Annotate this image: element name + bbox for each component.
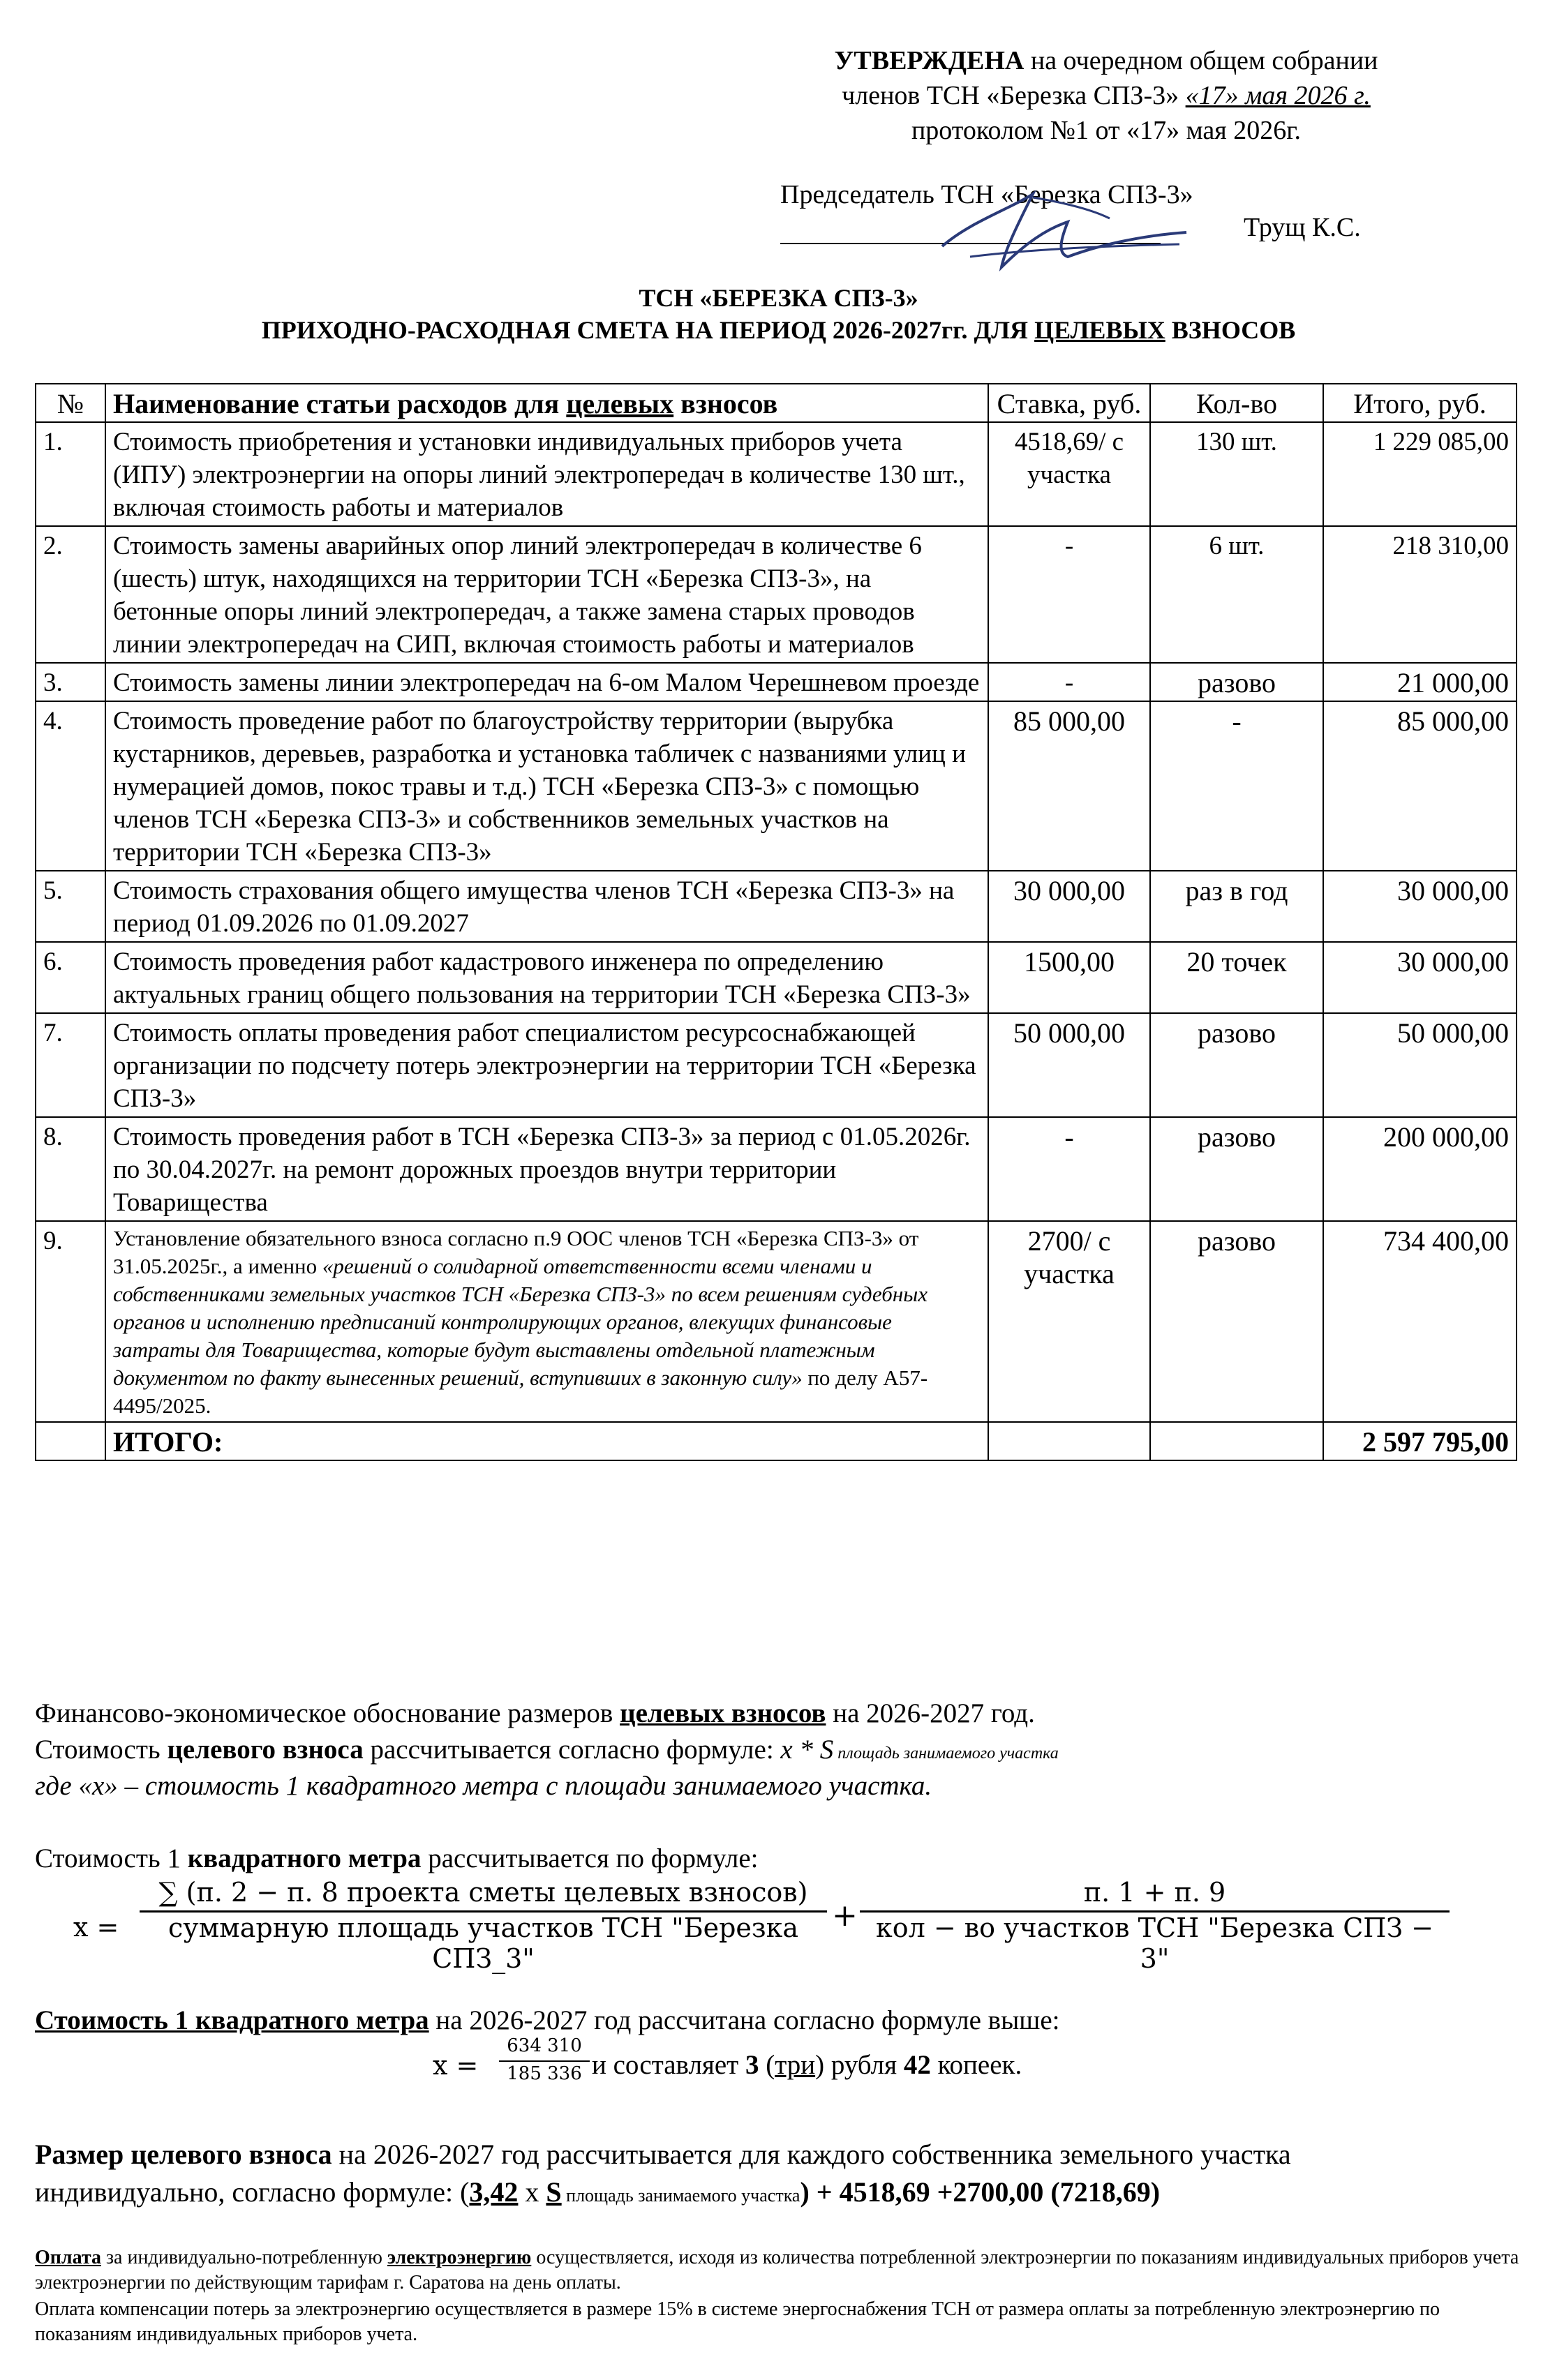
row-num: 9.	[36, 1221, 105, 1422]
foot-1c: электроэнергию	[387, 2247, 532, 2268]
result-t-e: ) рубля	[815, 2050, 904, 2080]
row-total: 30 000,00	[1323, 942, 1517, 1013]
signature-image	[928, 180, 1193, 278]
row-qty: -	[1150, 701, 1323, 871]
row-name: Стоимость замены аварийных опор линий электропередач в количестве 6 (шесть) штук, находящихся на территории ТСН «Березка СПЗ-3», на бетонные опоры линий электропередач, а также замена старых проводов линии электропередач на СИП, включая стоимость работы и материалов	[105, 526, 988, 663]
chairman-label: Председатель ТСН «Березка СПЗ-3»	[780, 180, 1193, 209]
approval-line-1	[754, 43, 1459, 78]
table-row	[36, 1221, 1517, 1422]
total-label: ИТОГО:	[105, 1422, 988, 1460]
result-num: 634 310	[499, 2034, 590, 2062]
table-total-row	[36, 1422, 1517, 1460]
size-2d: S	[546, 2176, 562, 2208]
row-name: Стоимость проведения работ кадастрового инженера по определению актуальных границ общего пользования на территории ТСН «Березка СПЗ-3»	[105, 942, 988, 1013]
just-4b: квадратного метра	[187, 1843, 422, 1873]
size-1b: на 2026-2027 год рассчитывается для каждого собственника земельного участка	[331, 2139, 1291, 2170]
row-name: Стоимость приобретения и установки индивидуальных приборов учета (ИПУ) электроэнергии на опоры линий электропередач в количестве 130 шт., включая стоимость работы и материалов	[105, 422, 988, 526]
row-qty: 20 точек	[1150, 942, 1323, 1013]
just-1a: Финансово-экономическое обоснование размеров	[35, 1698, 620, 1728]
result-1a: Стоимость 1 квадратного метра	[35, 2005, 429, 2035]
size-1a: Размер целевого взноса	[35, 2139, 332, 2170]
row-name-c: по делу А57-4495/2025.	[113, 1365, 928, 1418]
result-fraction	[499, 2034, 590, 2086]
title-part-2: ЦЕЛЕВЫХ	[1034, 316, 1165, 344]
row-qty: раз в год	[1150, 871, 1323, 942]
table-row	[36, 942, 1517, 1013]
row-name: Стоимость страхования общего имущества членов ТСН «Березка СПЗ-3» на период 01.09.2026 по 01.09.2027	[105, 871, 988, 942]
result-x: x =	[433, 2050, 479, 2081]
approval-block	[754, 43, 1459, 148]
result-text	[592, 2047, 1022, 2083]
formula1-x: x =	[73, 1912, 119, 1943]
foot-1b: за индивидуально-потребленную	[101, 2247, 387, 2268]
just-2a: Стоимость	[35, 1735, 167, 1765]
approval-date: «17» мая 2026 г.	[1185, 81, 1371, 110]
row-total: 50 000,00	[1323, 1013, 1517, 1117]
total-value: 2 597 795,00	[1323, 1422, 1517, 1460]
total-empty-qty	[1150, 1422, 1323, 1460]
header-name	[105, 384, 988, 422]
table-row	[36, 422, 1517, 526]
foot-1a: Оплата	[35, 2247, 101, 2268]
total-empty-num	[36, 1422, 105, 1460]
formula1-plus: +	[832, 1898, 858, 1933]
document-title	[0, 315, 1557, 345]
size-2c: x	[518, 2176, 546, 2208]
row-num: 7.	[36, 1013, 105, 1117]
row-name: Стоимость оплаты проведения работ специалистом ресурсоснабжающей организации по подсчету потерь электроэнергии на территории ТСН «Березка СПЗ-3»	[105, 1013, 988, 1117]
size-2e: площадь занимаемого участка	[561, 2185, 800, 2206]
just-2d: x * S	[780, 1735, 834, 1765]
just-3: где «х» – стоимость 1 квадратного метра с площади занимаемого участка.	[35, 1771, 932, 1801]
row-total: 1 229 085,00	[1323, 422, 1517, 526]
row-total: 30 000,00	[1323, 871, 1517, 942]
result-den: 185 336	[507, 2063, 582, 2084]
formula1-fraction-1	[140, 1877, 827, 1974]
row-num: 6.	[36, 942, 105, 1013]
row-rate: 30 000,00	[988, 871, 1150, 942]
table-row	[36, 871, 1517, 942]
row-total: 85 000,00	[1323, 701, 1517, 871]
chairman-name: Трущ К.С.	[1244, 213, 1361, 242]
budget-table	[35, 383, 1517, 1461]
table-row	[36, 663, 1517, 701]
row-num: 5.	[36, 871, 105, 942]
formula1-den2: кол − во участков ТСН "Березка СПЗ − 3"	[875, 1913, 1434, 1974]
document-org-title: ТСН «БЕРЕЗКА СПЗ-3»	[639, 284, 918, 312]
row-num: 1.	[36, 422, 105, 526]
header-total: Итого, руб.	[1323, 384, 1517, 422]
result-1b: на 2026-2027 год рассчитана согласно формуле выше:	[429, 2005, 1060, 2035]
header-num: №	[36, 384, 105, 422]
row-total: 218 310,00	[1323, 526, 1517, 663]
title-part-1: ПРИХОДНО-РАСХОДНАЯ СМЕТА НА ПЕРИОД 2026-2027гг. ДЛЯ	[261, 316, 1035, 344]
row-num: 3.	[36, 663, 105, 701]
row-num: 8.	[36, 1117, 105, 1221]
row-total: 21 000,00	[1323, 663, 1517, 701]
row-qty: 6 шт.	[1150, 526, 1323, 663]
row-name-a: Установление обязательного взноса согласно п.9 ООС членов ТСН «Березка СПЗ-3» от 31.05.2025г., а именно	[113, 1226, 919, 1278]
just-2c: рассчитывается согласно формуле:	[363, 1735, 781, 1765]
formula1-fraction-2	[860, 1877, 1450, 1974]
row-qty: разово	[1150, 663, 1323, 701]
row-rate: -	[988, 1117, 1150, 1221]
justification-line-3	[35, 1768, 932, 1804]
row-name: Стоимость проведение работ по благоустройству территории (вырубка кустарников, деревьев, разработка и установка табличек с названиями улиц и нумерацией домов, покос травы и т.д.) ТСН «Березка СПЗ-3» с помощью членов ТСН «Березка СПЗ-3» и собственников земельных участков на территории ТСН «Березка СПЗ-3»	[105, 701, 988, 871]
size-line-2	[35, 2174, 1160, 2214]
row-rate: -	[988, 526, 1150, 663]
row-qty: разово	[1150, 1013, 1323, 1117]
result-t-a: и составляет	[592, 2050, 745, 2080]
just-4a: Стоимость 1	[35, 1843, 188, 1873]
row-num: 2.	[36, 526, 105, 663]
justification-line-1	[35, 1696, 1035, 1732]
approval-members: членов ТСН «Березка СПЗ-3»	[842, 81, 1186, 110]
result-t-c: (	[759, 2050, 775, 2080]
just-2b: целевого взноса	[167, 1735, 364, 1765]
row-total: 200 000,00	[1323, 1117, 1517, 1221]
formula1-num2: п. 1 + п. 9	[860, 1877, 1450, 1913]
row-rate: 85 000,00	[988, 701, 1150, 871]
header-name-b: целевых	[566, 388, 674, 419]
table-row	[36, 526, 1517, 663]
row-total: 734 400,00	[1323, 1221, 1517, 1422]
row-qty: 130 шт.	[1150, 422, 1323, 526]
table-row	[36, 1013, 1517, 1117]
just-1c: на 2026-2027 год.	[826, 1698, 1035, 1728]
row-rate: 2700/ с участка	[988, 1221, 1150, 1422]
result-t-d: три	[775, 2050, 816, 2080]
row-name-italic: «решений о солидарной ответственности всеми членами и собственниками земельных участков ТСН «Березка СПЗ-3» по всем решениям судебных органов и исполнению предписаний контролирующих органов, влекущих финансовые затраты для Товарищества, которые будут выставлены отдельной платежным документом по факту вынесенных решений, вступивших в законную силу»	[113, 1254, 928, 1390]
header-name-c: взносов	[673, 388, 778, 419]
just-4c: рассчитывается по формуле:	[421, 1843, 759, 1873]
size-2f: ) + 4518,69 +2700,00 (7218,69)	[800, 2176, 1161, 2208]
table-header-row	[36, 384, 1517, 422]
just-1b: целевых взносов	[620, 1698, 826, 1728]
title-part-3: ВЗНОСОВ	[1165, 316, 1296, 344]
row-name: Стоимость проведения работ в ТСН «Березка СПЗ-3» за период с 01.05.2026г. по 30.04.2027г. на ремонт дорожных проездов внутри территории Товарищества	[105, 1117, 988, 1221]
row-qty: разово	[1150, 1117, 1323, 1221]
formula1-den1: суммарную площадь участков ТСН "Березка СПЗ_3"	[167, 1913, 799, 1974]
justification-line-2	[35, 1732, 1059, 1772]
result-t-f: 42	[903, 2050, 931, 2080]
header-name-a: Наименование статьи расходов для	[113, 388, 567, 419]
row-num: 4.	[36, 701, 105, 871]
formula1-num1: ∑ (п. 2 − п. 8 проекта сметы целевых взносов)	[140, 1877, 827, 1913]
approval-line-2	[754, 78, 1459, 113]
foot-1d: осуществляется, исходя из количества потребленной электроэнергии по показаниям индивидуальных приборов учета электроэнергии по действующим тарифам г. Саратова на день оплаты.	[35, 2247, 1519, 2293]
size-2a: индивидуально, согласно формуле: (	[35, 2176, 470, 2208]
footer-paragraph-1	[35, 2245, 1521, 2296]
table-row	[36, 701, 1517, 871]
footer-paragraph-2: Оплата компенсации потерь за электроэнергию осуществляется в размере 15% в системе энергоснабжения ТСН от размера оплаты за потребленную электроэнергию по показаниям индивидуальных приборов учета.	[35, 2298, 1440, 2345]
approved-rest: на очередном общем собрании	[1024, 46, 1378, 75]
justification-line-4	[35, 1841, 759, 1877]
size-2b: 3,42	[469, 2176, 519, 2208]
row-rate: 1500,00	[988, 942, 1150, 1013]
result-t-b: 3	[745, 2050, 759, 2080]
header-rate: Ставка, руб.	[988, 384, 1150, 422]
header-qty: Кол-во	[1150, 384, 1323, 422]
row-name: Стоимость замены линии электропередач на 6-ом Малом Черешневом проезде	[105, 663, 988, 701]
row-name	[105, 1221, 988, 1422]
row-rate: 50 000,00	[988, 1013, 1150, 1117]
table-row	[36, 1117, 1517, 1221]
approval-protocol: протоколом №1 от «17» мая 2026г.	[911, 116, 1302, 145]
size-line-1	[35, 2136, 1291, 2173]
result-t-g: копеек.	[930, 2050, 1022, 2080]
row-rate: 4518,69/ с участка	[988, 422, 1150, 526]
row-rate: -	[988, 663, 1150, 701]
just-2e: площадь занимаемого участка	[833, 1744, 1059, 1762]
total-empty-rate	[988, 1422, 1150, 1460]
row-qty: разово	[1150, 1221, 1323, 1422]
approved-word: УТВЕРЖДЕНА	[834, 46, 1025, 75]
